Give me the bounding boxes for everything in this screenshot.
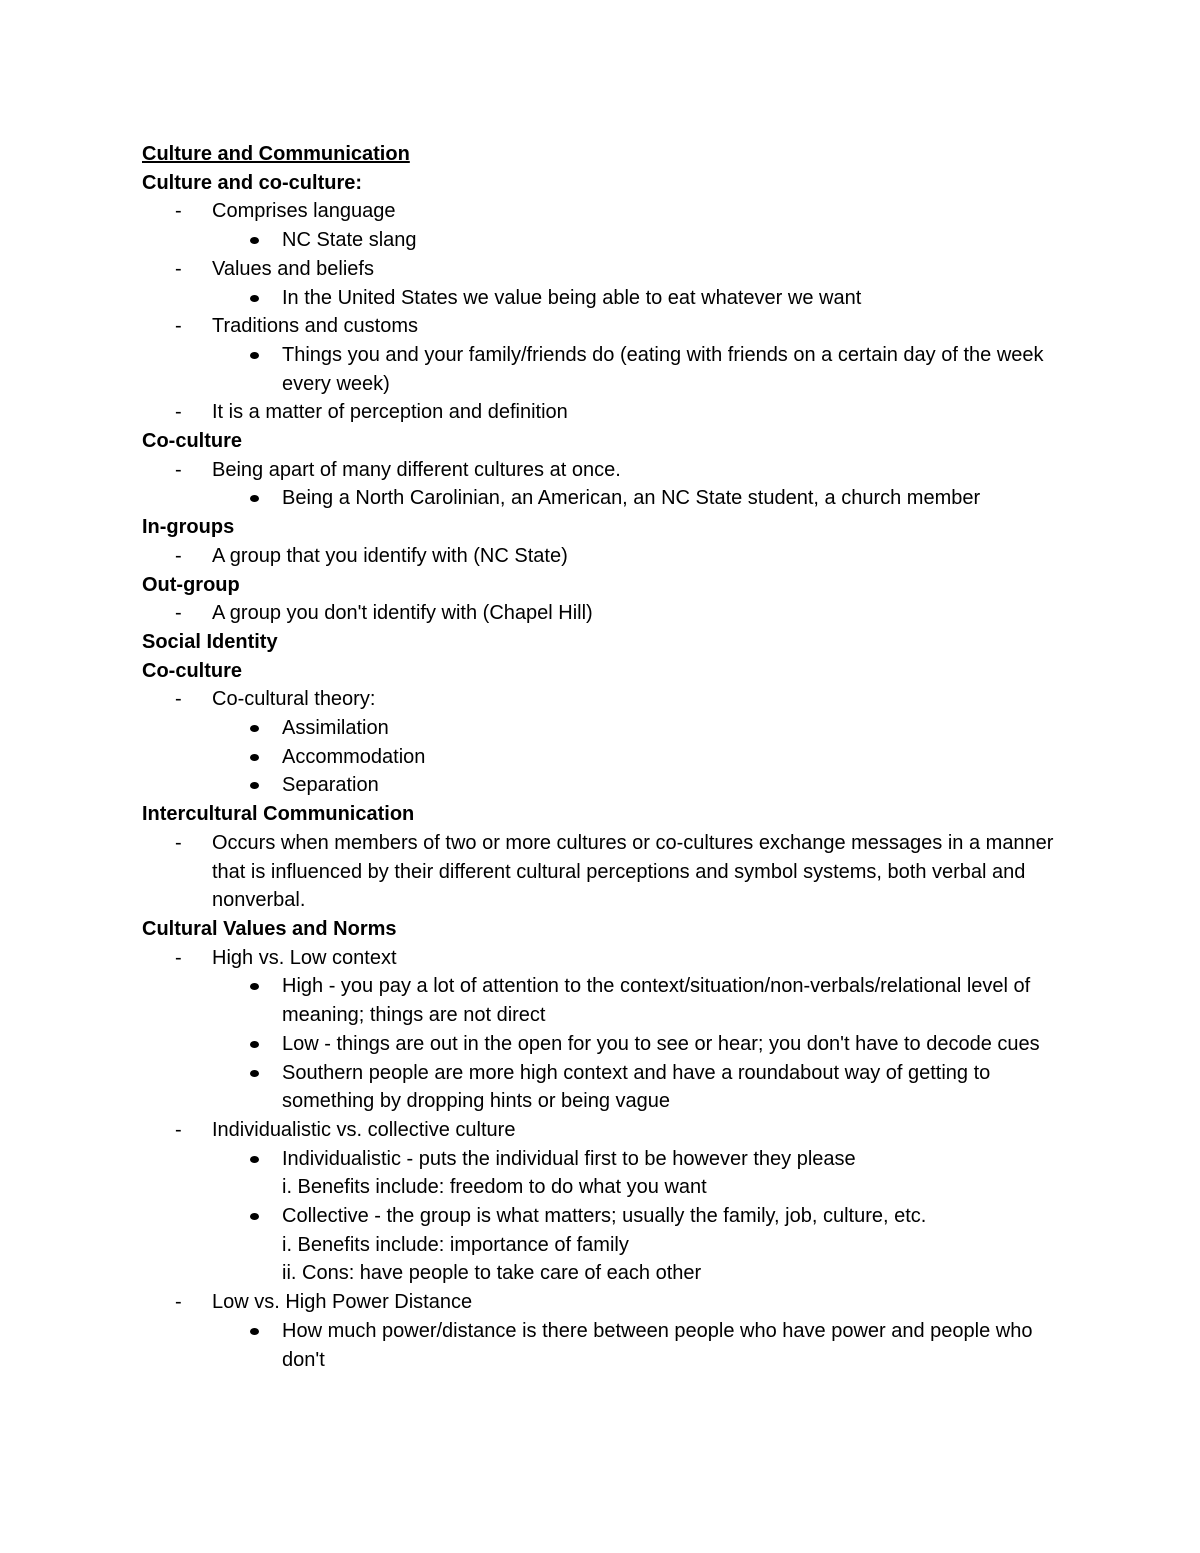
bullet-icon bbox=[250, 782, 259, 789]
list-item: - Values and beliefs bbox=[142, 255, 1062, 284]
section-heading: Co-culture bbox=[142, 659, 242, 682]
document-title: Culture and Communication bbox=[142, 143, 410, 165]
dash-marker: - bbox=[175, 1291, 182, 1314]
list-item: How much power/distance is there between people who have power and people who don't bbox=[142, 1317, 1062, 1374]
dash-marker: - bbox=[175, 831, 182, 854]
dash-marker: - bbox=[175, 688, 182, 711]
section-heading: Out-group bbox=[142, 573, 240, 596]
bullet-icon bbox=[250, 237, 259, 244]
list-item: NC State slang bbox=[142, 226, 1062, 255]
document-body bbox=[142, 140, 1062, 1374]
list-item: - Occurs when members of two or more cultures or co-cultures exchange messages in a manner that is influenced by their different cultural perceptions and symbol systems, both verbal and nonverbal. bbox=[142, 829, 1062, 915]
list-item: - Being apart of many different cultures at once. bbox=[142, 456, 1062, 485]
dash-marker: - bbox=[175, 1118, 182, 1141]
list-item: ii. Cons: have people to take care of each other bbox=[282, 1262, 702, 1285]
list-item: Separation bbox=[142, 771, 1062, 800]
dash-marker: - bbox=[175, 401, 182, 424]
dash-marker: - bbox=[175, 602, 182, 625]
section-heading: Intercultural Communication bbox=[142, 803, 415, 826]
list-item: Southern people are more high context and have a roundabout way of getting to something by dropping hints or being vague bbox=[142, 1059, 1062, 1116]
section-heading: Co-culture bbox=[142, 430, 242, 453]
bullet-icon bbox=[250, 725, 259, 732]
list-item: - Comprises language bbox=[142, 197, 1062, 226]
section-heading: Culture and co-culture: bbox=[142, 171, 363, 194]
bullet-icon bbox=[250, 495, 259, 502]
bullet-icon bbox=[250, 983, 259, 990]
list-item: - Co-cultural theory: bbox=[142, 685, 1062, 714]
bullet-icon bbox=[250, 1156, 259, 1163]
bullet-icon bbox=[250, 754, 259, 761]
list-item: i. Benefits include: freedom to do what you want bbox=[282, 1176, 707, 1199]
list-item: Individualistic - puts the individual first to be however they please bbox=[142, 1145, 1062, 1174]
dash-marker: - bbox=[175, 458, 182, 481]
list-item: Accommodation bbox=[142, 743, 1062, 772]
bullet-icon bbox=[250, 1070, 259, 1077]
list-item: Collective - the group is what matters; usually the family, job, culture, etc. bbox=[142, 1202, 1062, 1231]
list-item: - Low vs. High Power Distance bbox=[142, 1288, 1062, 1317]
section-heading: Social Identity bbox=[142, 630, 278, 653]
list-item: - A group you don't identify with (Chapel Hill) bbox=[142, 599, 1062, 628]
list-item: Low - things are out in the open for you to see or hear; you don't have to decode cues bbox=[142, 1030, 1062, 1059]
section-heading: Cultural Values and Norms bbox=[142, 917, 397, 940]
list-item: - Traditions and customs bbox=[142, 312, 1062, 341]
list-item: - It is a matter of perception and definition bbox=[142, 398, 1062, 427]
dash-marker: - bbox=[175, 200, 182, 223]
dash-marker: - bbox=[175, 544, 182, 567]
bullet-icon bbox=[250, 352, 259, 359]
bullet-icon bbox=[250, 295, 259, 302]
list-item: - Individualistic vs. collective culture bbox=[142, 1116, 1062, 1145]
list-item: Being a North Carolinian, an American, an NC State student, a church member bbox=[142, 484, 1062, 513]
list-item: Things you and your family/friends do (eating with friends on a certain day of the week every week) bbox=[142, 341, 1062, 398]
dash-marker: - bbox=[175, 257, 182, 280]
list-item: i. Benefits include: importance of family bbox=[282, 1233, 629, 1256]
bullet-icon bbox=[250, 1328, 259, 1335]
list-item: - A group that you identify with (NC State) bbox=[142, 542, 1062, 571]
section-heading: In-groups bbox=[142, 516, 235, 539]
dash-marker: - bbox=[175, 315, 182, 338]
list-item: Assimilation bbox=[142, 714, 1062, 743]
dash-marker: - bbox=[175, 946, 182, 969]
list-item: High - you pay a lot of attention to the context/situation/non-verbals/relational level of meaning; things are not direct bbox=[142, 972, 1062, 1029]
list-item: In the United States we value being able to eat whatever we want bbox=[142, 284, 1062, 313]
list-item: - High vs. Low context bbox=[142, 944, 1062, 973]
bullet-icon bbox=[250, 1213, 259, 1220]
bullet-icon bbox=[250, 1041, 259, 1048]
